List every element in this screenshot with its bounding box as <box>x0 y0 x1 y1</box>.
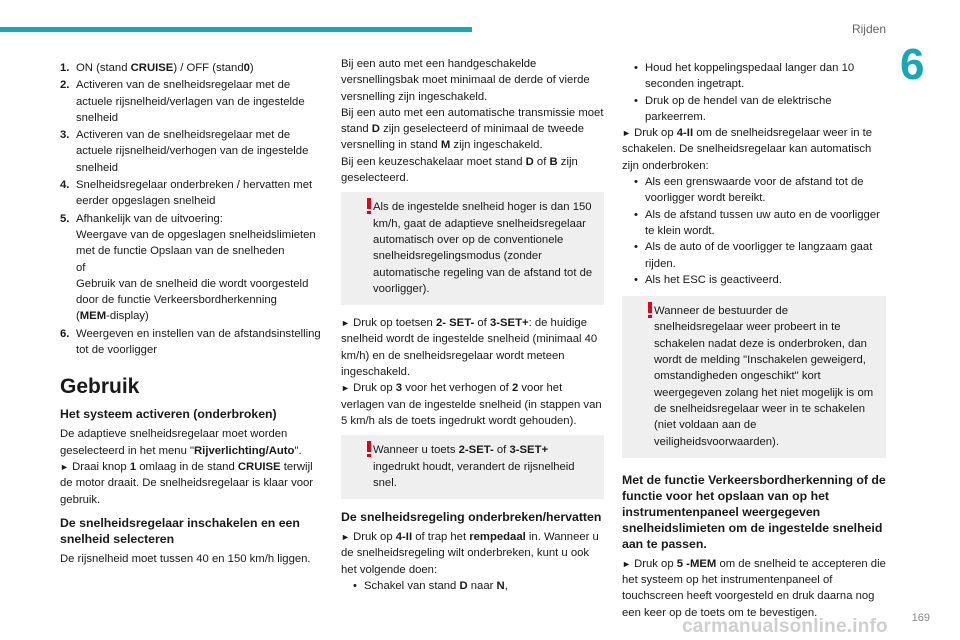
list-item: • Als het ESC is geactiveerd. <box>632 272 886 288</box>
column-1 <box>60 60 322 573</box>
bullet-list <box>622 174 886 288</box>
bullet-list <box>341 578 604 594</box>
paragraph: Bij een auto met een handgeschakelde versnellingsbak moet minimaal de derde of vierde versnelling zijn ingeschakeld. Bij een auto met een automatische transmissie moet stand D zijn geselecteerd of minimaal de tweede versnelling in stand M zijn ingeschakeld. Bij een keuzeschakelaar moet stand D of B zijn geselecteerd. <box>341 58 604 185</box>
warning-text: Als de ingestelde snelheid hoger is dan 150 km/h, gaat de adaptieve snelheidsregelaar automatisch over op de conventionele snelheidsregelingsmodus (zonder automatische regeling van de afstand tot de voorligger). <box>373 201 593 295</box>
paragraph: De rijsnelheid moet tussen 40 en 150 km/h liggen. <box>60 552 311 565</box>
section-title: Rijden <box>851 22 886 36</box>
arrow-icon: ► <box>60 461 69 472</box>
warning-icon <box>364 441 374 457</box>
warning-text: Wanneer u toets 2-SET- of 3-SET+ ingedrukt houdt, verandert de rijsnelheid snel. <box>373 444 575 489</box>
arrow-icon: ► <box>622 128 631 139</box>
warning-icon <box>364 198 374 214</box>
paragraph: ► Druk op 4-II of trap het rempedaal in. Wanneer u de snelheidsregeling wilt onderbreken, kunt u ook het volgende doen: <box>341 531 599 576</box>
list-item: 4. Snelheidsregelaar onderbreken / hervatten met eerder opgeslagen snelheid <box>60 179 313 208</box>
list-item: • Houd het koppelingspedaal langer dan 10 seconden ingetrapt. <box>632 60 886 93</box>
warning-box <box>341 435 604 499</box>
warning-box <box>341 192 604 305</box>
subheading: De snelheidsregelaar inschakelen en een snelheid selecteren <box>60 515 300 546</box>
list-item: 1. ON (stand CRUISE) / OFF (stand0) <box>60 62 254 74</box>
subheading: De snelheidsregeling onderbreken/hervatten <box>341 510 602 525</box>
list-item: • Als een grenswaarde voor de afstand tot de voorligger wordt bereikt. <box>632 174 886 207</box>
warning-icon <box>645 302 655 318</box>
list-item: • Als de auto of de voorligger te langzaam gaat rijden. <box>632 239 886 272</box>
list-item: • Druk op de hendel van de elektrische parkeerrem. <box>632 93 886 126</box>
list-item: • Schakel van stand D naar N, <box>351 578 604 594</box>
paragraph: ► Druk op 4-II om de snelheidsregelaar weer in te schakelen. De snelheidsregelaar kan automatisch zijn onderbroken: <box>622 127 873 172</box>
watermark: carmanualsonline.info <box>682 616 888 637</box>
column-3 <box>622 60 886 627</box>
paragraph: De adaptieve snelheidsregelaar moet worden geselecteerd in het menu "Rijverlichting/Auto". ► Draai knop 1 omlaag in de stand CRUISE terwijl de motor draait. De snelheidsregelaar is klaar voor gebruik. <box>60 428 314 506</box>
paragraph: ► Druk op toetsen 2- SET- of 3-SET+: de huidige snelheid wordt de ingestelde snelheid (minimaal 40 km/h) en de snelheidsregelaar wordt meteen ingeschakeld. ► Druk op 3 voor het verhogen of 2 voor het verlagen van de ingestelde snelheid (in stappen van 5 km/h als de toets ingedrukt wordt gehouden). <box>341 317 602 427</box>
section-heading: Gebruik <box>60 375 140 399</box>
arrow-icon: ► <box>341 383 350 394</box>
control-list <box>60 60 322 358</box>
warning-text: Wanneer de bestuurder de snelheidsregelaar weer probeert in te schakelen nadat deze is onderbroken, dan wordt de melding "Inschakelen geweigerd, omstandigheden ongeschikt" kort weergegeven zolang het niet mogelijk is om de snelheidsregelaar weer in te schakelen (niet voldaan aan de veiligheidsvoorwaarden). <box>654 305 874 448</box>
bullet-list <box>622 60 886 125</box>
list-item: 3. Activeren van de snelheidsregelaar met de actuele rijsnelheid/verhogen van de ingestelde snelheid <box>60 129 309 174</box>
arrow-icon: ► <box>341 532 350 543</box>
list-item: 6. Weergeven en instellen van de afstandsinstelling tot de voorligger <box>60 327 321 357</box>
list-item: • Als de afstand tussen uw auto en de voorligger te klein wordt. <box>632 207 886 240</box>
page-number: 169 <box>911 612 930 624</box>
arrow-icon: ► <box>341 318 350 329</box>
list-item: 2. Activeren van de snelheidsregelaar met de actuele rijsnelheid/verlagen van de ingestelde snelheid <box>60 79 305 124</box>
arrow-icon: ► <box>622 558 631 569</box>
list-item: 5. Afhankelijk van de uitvoering: Weergave van de opgeslagen snelheidslimieten met de functie Opslaan van de snelheden of Gebruik van de snelheid die wordt voorgesteld door de functie Verkeersbordherkenning (MEM-display) <box>60 212 316 323</box>
warning-box <box>622 296 886 458</box>
header-accent-bar <box>0 27 472 32</box>
subheading: Met de functie Verkeersbordherkenning of de functie voor het opslaan van op het instrumentenpaneel weergegeven snelheidslimieten om de ingestelde snelheid aan te passen. <box>622 472 886 551</box>
column-2 <box>341 56 604 594</box>
paragraph: ► Druk op 5 -MEM om de snelheid te accepteren die het systeem op het instrumentenpaneel of touchscreen heeft voorgesteld en druk daarna nog een keer op de toets om te bevestigen. <box>622 557 886 619</box>
chapter-number: 6 <box>900 40 925 89</box>
subheading: Het systeem activeren (onderbroken) <box>60 407 277 422</box>
